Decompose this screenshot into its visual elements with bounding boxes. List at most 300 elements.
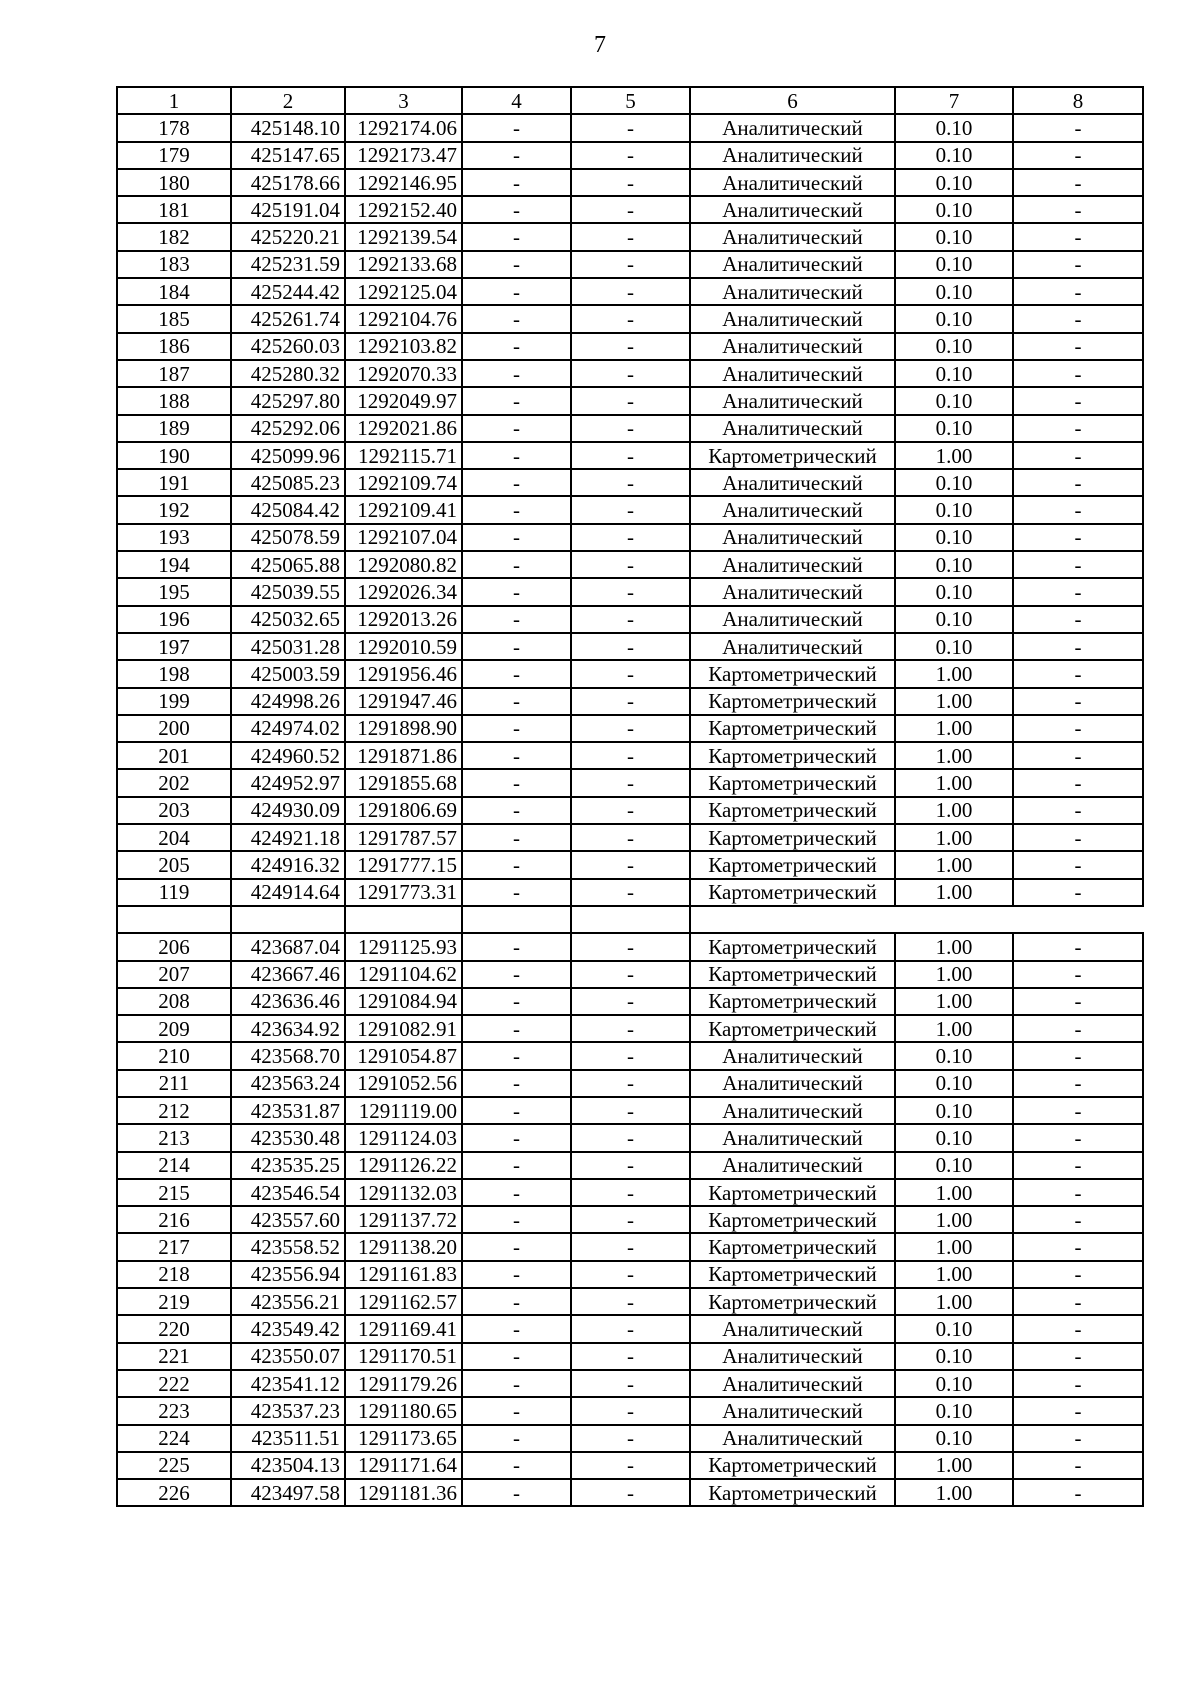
header-cell: 3 [345, 87, 462, 114]
table-row [117, 1042, 1143, 1069]
table-cell: - [462, 142, 571, 169]
table-cell: Аналитический [690, 142, 895, 169]
table-cell: 423504.13 [231, 1452, 345, 1479]
table-cell: Аналитический [690, 251, 895, 278]
table-row [117, 415, 1143, 442]
table-cell: 0.10 [895, 196, 1013, 223]
table-cell: 0.10 [895, 251, 1013, 278]
table-cell: - [1013, 879, 1143, 906]
table-cell: 1291084.94 [345, 988, 462, 1015]
table-cell: 1291171.64 [345, 1452, 462, 1479]
table-cell: - [1013, 688, 1143, 715]
table-cell: - [1013, 715, 1143, 742]
table-cell: - [1013, 333, 1143, 360]
table-row [117, 1425, 1143, 1452]
table-cell: 1291125.93 [345, 933, 462, 960]
table-cell: 204 [117, 824, 231, 851]
table-cell: - [1013, 1288, 1143, 1315]
table-cell: 1291169.41 [345, 1315, 462, 1342]
table-cell: - [571, 415, 690, 442]
table-row [117, 442, 1143, 469]
table-cell: 208 [117, 988, 231, 1015]
table-cell: 0.10 [895, 387, 1013, 414]
table-cell: - [1013, 742, 1143, 769]
table-cell: 183 [117, 251, 231, 278]
table-cell: 1.00 [895, 1179, 1013, 1206]
table-cell: 423541.12 [231, 1370, 345, 1397]
table-row [117, 660, 1143, 687]
table-cell: 424998.26 [231, 688, 345, 715]
table-cell: 425220.21 [231, 223, 345, 250]
table-row [117, 387, 1143, 414]
table-cell: Картометрический [690, 961, 895, 988]
table-cell: - [1013, 578, 1143, 605]
table-cell: Картометрический [690, 742, 895, 769]
table-cell: - [462, 360, 571, 387]
table-cell: Аналитический [690, 196, 895, 223]
table-cell: 1292010.59 [345, 633, 462, 660]
table-cell: 203 [117, 797, 231, 824]
table-cell: - [571, 688, 690, 715]
table-cell: Картометрический [690, 660, 895, 687]
table-row [117, 278, 1143, 305]
table-cell: Аналитический [690, 1097, 895, 1124]
table-cell: - [1013, 251, 1143, 278]
table-cell: Аналитический [690, 1152, 895, 1179]
table-cell: - [1013, 988, 1143, 1015]
table-cell: 425244.42 [231, 278, 345, 305]
table-cell: 210 [117, 1042, 231, 1069]
table-row [117, 360, 1143, 387]
table-cell: 0.10 [895, 1315, 1013, 1342]
table-cell: Аналитический [690, 633, 895, 660]
table-cell: 1291052.56 [345, 1070, 462, 1097]
table-row [117, 142, 1143, 169]
table-cell: 424916.32 [231, 851, 345, 878]
table-cell: 424914.64 [231, 879, 345, 906]
table-cell: - [462, 769, 571, 796]
table-cell: Картометрический [690, 1206, 895, 1233]
table-cell: 1292146.95 [345, 169, 462, 196]
table-cell: - [1013, 524, 1143, 551]
header-cell: 1 [117, 87, 231, 114]
table-cell: 198 [117, 660, 231, 687]
table-cell: 425099.96 [231, 442, 345, 469]
header-cell: 2 [231, 87, 345, 114]
table-cell: - [571, 1343, 690, 1370]
table-cell: - [462, 1397, 571, 1424]
table-cell: 423546.54 [231, 1179, 345, 1206]
table-cell: 1.00 [895, 442, 1013, 469]
table-cell: 423549.42 [231, 1315, 345, 1342]
table-cell: - [571, 551, 690, 578]
table-cell: Аналитический [690, 387, 895, 414]
table-cell: 1291137.72 [345, 1206, 462, 1233]
table-cell: Аналитический [690, 1425, 895, 1452]
table-cell: - [1013, 1315, 1143, 1342]
table-cell: - [571, 961, 690, 988]
table-row [117, 1070, 1143, 1097]
table-cell: 1292109.74 [345, 469, 462, 496]
table-cell: Аналитический [690, 1343, 895, 1370]
table-cell: 212 [117, 1097, 231, 1124]
table-cell: Аналитический [690, 278, 895, 305]
table-cell: 187 [117, 360, 231, 387]
table-cell: 1291898.90 [345, 715, 462, 742]
table-cell: - [1013, 387, 1143, 414]
table-cell: - [1013, 1452, 1143, 1479]
table-cell: - [571, 1152, 690, 1179]
table-cell: - [462, 1015, 571, 1042]
table-cell: - [462, 169, 571, 196]
table-cell: - [571, 223, 690, 250]
table-cell: 1292049.97 [345, 387, 462, 414]
table-cell: 0.10 [895, 223, 1013, 250]
table-cell: 1291180.65 [345, 1397, 462, 1424]
table-cell: - [571, 1315, 690, 1342]
table-cell: - [1013, 1097, 1143, 1124]
table-cell: Аналитический [690, 578, 895, 605]
table-row [117, 469, 1143, 496]
table-cell: 423558.52 [231, 1233, 345, 1260]
table-row [117, 988, 1143, 1015]
table-cell: 423687.04 [231, 933, 345, 960]
table-cell: 423563.24 [231, 1070, 345, 1097]
table-cell: 218 [117, 1261, 231, 1288]
table-cell: 425178.66 [231, 169, 345, 196]
table-cell: 0.10 [895, 415, 1013, 442]
table-cell: 425031.28 [231, 633, 345, 660]
table-cell: - [571, 1179, 690, 1206]
table-cell: 424952.97 [231, 769, 345, 796]
table-cell: 1292173.47 [345, 142, 462, 169]
table-cell: - [462, 606, 571, 633]
table-cell: 188 [117, 387, 231, 414]
table-cell: 205 [117, 851, 231, 878]
table-cell: Аналитический [690, 606, 895, 633]
table-cell: - [571, 715, 690, 742]
table-row [117, 578, 1143, 605]
table-cell: - [462, 223, 571, 250]
table-cell: 0.10 [895, 469, 1013, 496]
table-cell: 425261.74 [231, 305, 345, 332]
table-cell: - [1013, 1070, 1143, 1097]
table-row [117, 1370, 1143, 1397]
table-cell: - [1013, 660, 1143, 687]
table-cell: 194 [117, 551, 231, 578]
table-cell: - [462, 1233, 571, 1260]
table-cell: - [571, 1261, 690, 1288]
table-cell: - [1013, 606, 1143, 633]
table-cell: 1291054.87 [345, 1042, 462, 1069]
table-cell: - [1013, 1233, 1143, 1260]
table-cell: 0.10 [895, 1370, 1013, 1397]
table-cell: Картометрический [690, 442, 895, 469]
table-cell: Аналитический [690, 360, 895, 387]
table-cell: - [1013, 769, 1143, 796]
table-cell: 1.00 [895, 824, 1013, 851]
table-row [117, 1452, 1143, 1479]
page-number: 7 [594, 32, 606, 58]
table-cell: 0.10 [895, 1097, 1013, 1124]
table-cell: - [571, 196, 690, 223]
table-cell: - [462, 1479, 571, 1506]
table-row [117, 742, 1143, 769]
empty-cell [345, 906, 462, 933]
table-cell: 424930.09 [231, 797, 345, 824]
table-cell: - [1013, 933, 1143, 960]
table-cell: - [571, 1233, 690, 1260]
table-cell: - [571, 1070, 690, 1097]
table-cell: 1.00 [895, 1479, 1013, 1506]
header-cell: 7 [895, 87, 1013, 114]
table-cell: 424974.02 [231, 715, 345, 742]
table-cell: - [571, 333, 690, 360]
table-row [117, 524, 1143, 551]
table-cell: - [571, 824, 690, 851]
table-row [117, 1097, 1143, 1124]
table-cell: - [1013, 1206, 1143, 1233]
table-cell: - [571, 114, 690, 141]
empty-cell [117, 906, 231, 933]
table-cell: Аналитический [690, 1397, 895, 1424]
header-cell: 5 [571, 87, 690, 114]
table-cell: 178 [117, 114, 231, 141]
table-cell: - [571, 1370, 690, 1397]
table-cell: - [571, 742, 690, 769]
table-cell: 1.00 [895, 988, 1013, 1015]
table-cell: - [1013, 223, 1143, 250]
table-row [117, 551, 1143, 578]
table-cell: 182 [117, 223, 231, 250]
table-cell: 1291104.62 [345, 961, 462, 988]
table-cell: 425148.10 [231, 114, 345, 141]
table-cell: - [571, 387, 690, 414]
table-cell: 196 [117, 606, 231, 633]
table-cell: - [571, 305, 690, 332]
table-cell: 0.10 [895, 633, 1013, 660]
table-cell: Картометрический [690, 851, 895, 878]
table-cell: 425292.06 [231, 415, 345, 442]
table-cell: - [462, 1042, 571, 1069]
table-cell: 1291787.57 [345, 824, 462, 851]
table-row [117, 715, 1143, 742]
table-cell: 425032.65 [231, 606, 345, 633]
table-cell: 423530.48 [231, 1124, 345, 1151]
table-cell: 201 [117, 742, 231, 769]
empty-cell [231, 906, 345, 933]
table-cell: 1291777.15 [345, 851, 462, 878]
table-cell: 423497.58 [231, 1479, 345, 1506]
table-cell: 1292139.54 [345, 223, 462, 250]
table-cell: 424960.52 [231, 742, 345, 769]
table-cell: 423667.46 [231, 961, 345, 988]
table-cell: 0.10 [895, 360, 1013, 387]
table-cell: - [462, 988, 571, 1015]
table-cell: - [1013, 633, 1143, 660]
table-cell: - [571, 251, 690, 278]
table-cell: Картометрический [690, 1233, 895, 1260]
table-cell: - [1013, 1370, 1143, 1397]
table-cell: 1.00 [895, 1452, 1013, 1479]
table-cell: Аналитический [690, 1070, 895, 1097]
table-cell: - [571, 933, 690, 960]
table-cell: - [462, 278, 571, 305]
table-row [117, 633, 1143, 660]
table-cell: Картометрический [690, 1261, 895, 1288]
table-row [117, 1315, 1143, 1342]
table-cell: Аналитический [690, 551, 895, 578]
table-cell: - [571, 769, 690, 796]
table-cell: 1292013.26 [345, 606, 462, 633]
table-cell: - [462, 387, 571, 414]
table-cell: 423556.94 [231, 1261, 345, 1288]
table-cell: 186 [117, 333, 231, 360]
table-cell: - [1013, 496, 1143, 523]
table-row [117, 1179, 1143, 1206]
table-cell: 1291082.91 [345, 1015, 462, 1042]
table-cell: 214 [117, 1152, 231, 1179]
empty-cell [690, 906, 1143, 933]
table-cell: 423557.60 [231, 1206, 345, 1233]
table-cell: - [571, 1479, 690, 1506]
table-row [117, 305, 1143, 332]
table-cell: - [1013, 1179, 1143, 1206]
table-cell: - [462, 1315, 571, 1342]
table-cell: - [1013, 851, 1143, 878]
table-cell: - [462, 1425, 571, 1452]
table-cell: 425260.03 [231, 333, 345, 360]
table-cell: - [462, 305, 571, 332]
table-cell: 1291773.31 [345, 879, 462, 906]
table-cell: 197 [117, 633, 231, 660]
table-cell: - [462, 688, 571, 715]
table-cell: - [1013, 1343, 1143, 1370]
table-cell: 1.00 [895, 688, 1013, 715]
table-cell: 0.10 [895, 305, 1013, 332]
table-cell: 1.00 [895, 660, 1013, 687]
table-cell: 211 [117, 1070, 231, 1097]
table-cell: 1291173.65 [345, 1425, 462, 1452]
table-cell: Картометрический [690, 1179, 895, 1206]
table-cell: - [1013, 797, 1143, 824]
empty-cell [462, 906, 571, 933]
table-cell: 0.10 [895, 1042, 1013, 1069]
table-cell: - [571, 1425, 690, 1452]
table-cell: 425084.42 [231, 496, 345, 523]
table-row [117, 933, 1143, 960]
table-cell: 425003.59 [231, 660, 345, 687]
table-cell: 221 [117, 1343, 231, 1370]
table-cell: 1292174.06 [345, 114, 462, 141]
table-cell: 181 [117, 196, 231, 223]
table-cell: - [1013, 360, 1143, 387]
table-cell: - [571, 496, 690, 523]
table-cell: - [1013, 305, 1143, 332]
table-cell: - [571, 578, 690, 605]
table-row [117, 851, 1143, 878]
table-cell: 423511.51 [231, 1425, 345, 1452]
table-cell: - [462, 1179, 571, 1206]
table-cell: - [462, 469, 571, 496]
table-cell: 1291181.36 [345, 1479, 462, 1506]
table-row [117, 879, 1143, 906]
table-cell: - [462, 251, 571, 278]
table-cell: 1292026.34 [345, 578, 462, 605]
table-cell: - [462, 824, 571, 851]
table-cell: - [1013, 114, 1143, 141]
table-cell: 1291956.46 [345, 660, 462, 687]
table-cell: 219 [117, 1288, 231, 1315]
table-cell: 0.10 [895, 524, 1013, 551]
table-cell: - [1013, 1015, 1143, 1042]
table-row [117, 496, 1143, 523]
table-cell: Картометрический [690, 1015, 895, 1042]
table-cell: - [571, 1288, 690, 1315]
table-cell: 1292109.41 [345, 496, 462, 523]
table-cell: - [462, 1288, 571, 1315]
table-cell: 206 [117, 933, 231, 960]
table-cell: 425085.23 [231, 469, 345, 496]
table-cell: 425039.55 [231, 578, 345, 605]
table-row [117, 606, 1143, 633]
table-cell: 1291170.51 [345, 1343, 462, 1370]
table-cell: 192 [117, 496, 231, 523]
table-row [117, 223, 1143, 250]
table-cell: - [462, 660, 571, 687]
table-cell: 1.00 [895, 797, 1013, 824]
table-cell: 1291124.03 [345, 1124, 462, 1151]
table-row [117, 169, 1143, 196]
table-row [117, 333, 1143, 360]
table-cell: - [1013, 551, 1143, 578]
table-cell: 1292103.82 [345, 333, 462, 360]
table-cell: 222 [117, 1370, 231, 1397]
table-cell: - [571, 879, 690, 906]
table-cell: 425147.65 [231, 142, 345, 169]
table-cell: - [571, 633, 690, 660]
table-cell: 1292070.33 [345, 360, 462, 387]
table-cell: 1.00 [895, 742, 1013, 769]
table-cell: 207 [117, 961, 231, 988]
table-cell: Аналитический [690, 1124, 895, 1151]
table-cell: - [462, 114, 571, 141]
table-cell: 1291119.00 [345, 1097, 462, 1124]
table-cell: 0.10 [895, 1425, 1013, 1452]
table-cell: 423535.25 [231, 1152, 345, 1179]
table-cell: 425078.59 [231, 524, 345, 551]
table-cell: Аналитический [690, 496, 895, 523]
table-cell: 213 [117, 1124, 231, 1151]
table-cell: 184 [117, 278, 231, 305]
table-cell: Картометрический [690, 824, 895, 851]
table-cell: 195 [117, 578, 231, 605]
table-cell: - [462, 333, 571, 360]
table-cell: 1292152.40 [345, 196, 462, 223]
table-cell: 224 [117, 1425, 231, 1452]
table-cell: - [571, 988, 690, 1015]
table-cell: 1291126.22 [345, 1152, 462, 1179]
table-cell: - [571, 360, 690, 387]
table-cell: Картометрический [690, 1452, 895, 1479]
table-cell: - [462, 578, 571, 605]
table-cell: - [1013, 1397, 1143, 1424]
table-cell: - [571, 851, 690, 878]
table-cell: 223 [117, 1397, 231, 1424]
table-cell: 423556.21 [231, 1288, 345, 1315]
table-cell: - [462, 1206, 571, 1233]
table-cell: - [1013, 1425, 1143, 1452]
